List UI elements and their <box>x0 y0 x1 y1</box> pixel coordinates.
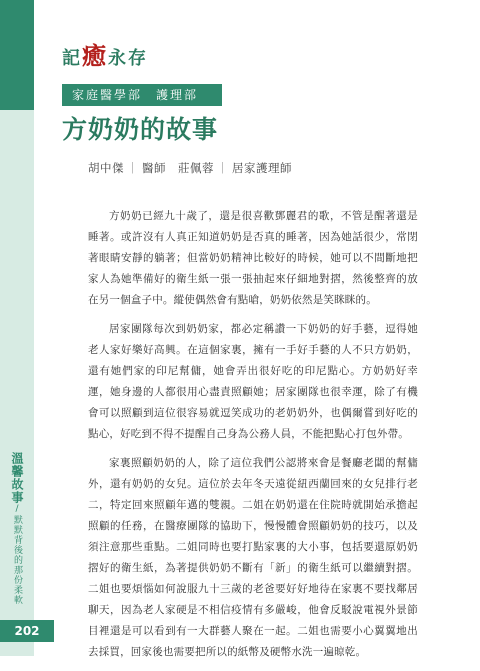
author-separator: ｜ <box>217 161 229 175</box>
paragraph: 方奶奶已經九十歲了，還是很喜歡鄧麗君的歌，不管是醒著還是睡著。或許沒有人真正知道奶奶是否真的睡著，因為她話很少，常閉著眼睛安靜的躺著；但當奶奶精神比較好的時候，她可以不間斷地把家人為她準備好的衛生紙一張一張抽起來仔細地對摺，然後整齊的放在另一個盒子中。縱使偶然會有點嗆，奶奶依然是笑眯眯的。 <box>88 210 418 306</box>
author-role-1: 醫師 <box>142 161 166 175</box>
paragraph: 居家團隊每次到奶奶家，都必定稱讚一下奶奶的好手藝，逗得她老人家好樂好高興。在這個家裏，擁有一手好手藝的人不只方奶奶，還有她們家的印尼幫傭，她會弄出很好吃的印尼點心。方奶奶好幸運，她身邊的人都很用心盡責照顧她；居家團隊也很幸運，除了有機會可以照顧到這位很容易就逗笑成功的老奶奶外，也偶爾嘗到好吃的點心，好吃到不得不提醒自己身為公務人員，不能把點心打包外帶。 <box>88 323 418 440</box>
article-title: 方奶奶的故事 <box>62 115 219 144</box>
logo-char-1: 記 <box>62 48 82 69</box>
logo-char-3: 永存 <box>108 48 148 69</box>
author-name-2: 莊佩蓉 <box>178 161 214 175</box>
column-divider: / <box>12 504 22 515</box>
page-number: 202 <box>0 620 54 642</box>
magazine-logo <box>62 36 148 71</box>
column-title: 溫馨故事 <box>10 452 24 504</box>
section-banner: 家庭醫學部 護理部 <box>62 84 222 106</box>
logo-char-2: 癒 <box>82 41 108 70</box>
paragraph: 家裏照顧奶奶的人，除了這位我們公認將來會是餐廳老闆的幫傭外，還有奶奶的女兒。這位於去年冬天遠從紐西蘭回來的女兒排行老二，特定回來照顧年邁的雙親。二姐在奶奶還在住院時就開始承擔起照顧的任務，在醫療團隊的協助下，慢慢體會照顧奶奶的技巧，以及須注意那些重點。二姐同時也要打點家裏的大小事，包括要還原奶奶摺好的衛生紙，為著提供奶奶不斷有「新」的衛生紙可以繼續對摺。二姐也要煩惱如何說服九十三歲的老爸要好好地待在家裏不要找鄰居聊天，因為老人家硬是不相信疫情有多嚴峻，他會反駁說電視外景節目裡還是可以看到有一大群藝人聚在一起。二姐也需要小心翼翼地出去採買，回家後也需要把所以的紙幣及硬幣水洗一遍晾乾。 <box>88 457 418 658</box>
column-label <box>8 452 26 605</box>
article-body <box>88 206 418 671</box>
author-name-1: 胡中傑 <box>88 161 124 175</box>
author-role-2: 居家護理師 <box>232 161 292 175</box>
side-margin-accent <box>0 0 34 110</box>
author-separator: ｜ <box>127 161 139 175</box>
author-line <box>88 160 292 176</box>
column-subtitle: 默默背後的那份柔軟 <box>12 515 22 605</box>
